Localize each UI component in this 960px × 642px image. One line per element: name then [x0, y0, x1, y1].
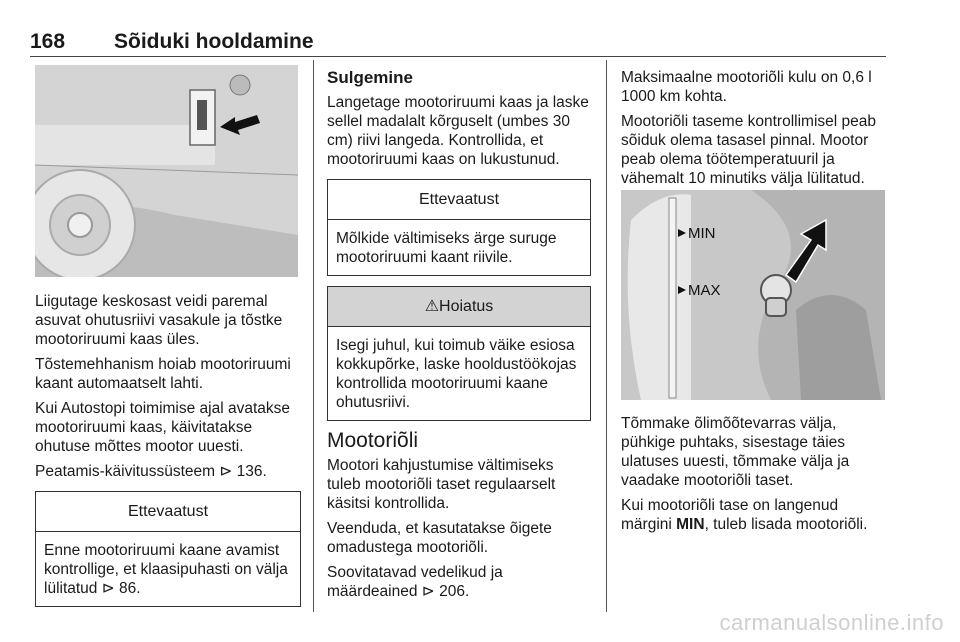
caution-body: Enne mootoriruumi kaane avamist kontrollige, et klaasipuhasti on välja lülitatud ⊳ 86.: [44, 542, 288, 597]
paragraph: Mootori kahjustumise vältimiseks tuleb mootoriõli taset regulaarselt käsitsi kontrollida.: [327, 457, 556, 512]
column-divider-1: [313, 60, 314, 612]
dipstick-max-label: MAX: [688, 282, 721, 299]
caution-title: Ettevaatust: [328, 180, 590, 220]
column-divider-2: [606, 60, 607, 612]
paragraph-text: , tuleb lisada mootoriõli.: [704, 516, 868, 533]
warning-title: ⚠Hoiatus: [328, 287, 590, 327]
dipstick-illustration: [621, 190, 885, 400]
paragraph: Kui Autostopi toimimise ajal avatakse mootoriruumi kaas, käivitatakse ohutuse mõttes mootor uuesti.: [35, 400, 291, 455]
paragraph: Soovitatavad vedelikud ja määrdeained ⊳ 206.: [327, 564, 503, 600]
paragraph: Peatamis-käivitussüsteem ⊳ 136.: [35, 463, 267, 480]
paragraph: Tõmmake õlimõõtevarras välja, pühkige puhtaks, sisestage täies ulatuses uuesti, tõmmake välja ja vaadake mootoriõli taset.: [621, 415, 850, 489]
dipstick-min-label: MIN: [688, 225, 716, 242]
paragraph: Veenduda, et kasutatakse õigete omadustega mootoriõli.: [327, 520, 552, 556]
paragraph: [621, 496, 885, 534]
caution-box: [35, 491, 301, 607]
paragraph: Maksimaalne mootoriõli kulu on 0,6 l 1000 km kohta.: [621, 69, 872, 105]
column-3: [621, 68, 889, 194]
column-2: [327, 68, 591, 607]
paragraph: Liigutage keskosast veidi paremal asuvat ohutusriivi vasakule ja tõstke mootoriruumi kaas üles.: [35, 293, 283, 348]
page-title: Sõiduki hooldamine: [114, 30, 314, 53]
section-heading-closing: Sulgemine: [327, 68, 413, 87]
warning-box: [327, 286, 591, 421]
caution-body: Mõlkide vältimiseks ärge suruge mootoriruumi kaant riivile.: [336, 230, 557, 266]
column-1: [35, 292, 301, 617]
page-number: 168: [30, 30, 66, 53]
page-header: [30, 30, 886, 54]
min-mark-label: MIN: [676, 516, 705, 533]
paragraph-text: Kui mootoriõli tase on langenud märgini: [621, 497, 839, 533]
header-divider: [30, 56, 886, 57]
paragraph: Mootoriõli taseme kontrollimisel peab sõiduk olema tasasel pinnal. Mootor peab olema töötemperatuuril ja vähemalt 10 minutiks välja lülitatud.: [621, 113, 877, 187]
column-3-lower: [621, 414, 885, 540]
warning-body: Isegi juhul, kui toimub väike esiosa kokkupõrke, laske hooldustöökojas kontrollida mootoriruumi kaane ohutusriivi.: [336, 337, 577, 411]
caution-title: Ettevaatust: [36, 492, 300, 532]
paragraph: Langetage mootoriruumi kaas ja laske sellel madalalt kõrguselt (umbes 30 cm) riivi langeda. Kontrollida, et mootoriruumi kaas on lukustunud.: [327, 94, 589, 168]
caution-box: [327, 179, 591, 276]
hood-latch-illustration: [35, 65, 298, 277]
section-heading-engine-oil: Mootoriõli: [327, 429, 419, 452]
paragraph: Tõstemehhanism hoiab mootoriruumi kaant automaatselt lahti.: [35, 356, 291, 392]
watermark: carmanualsonline.info: [719, 610, 944, 635]
